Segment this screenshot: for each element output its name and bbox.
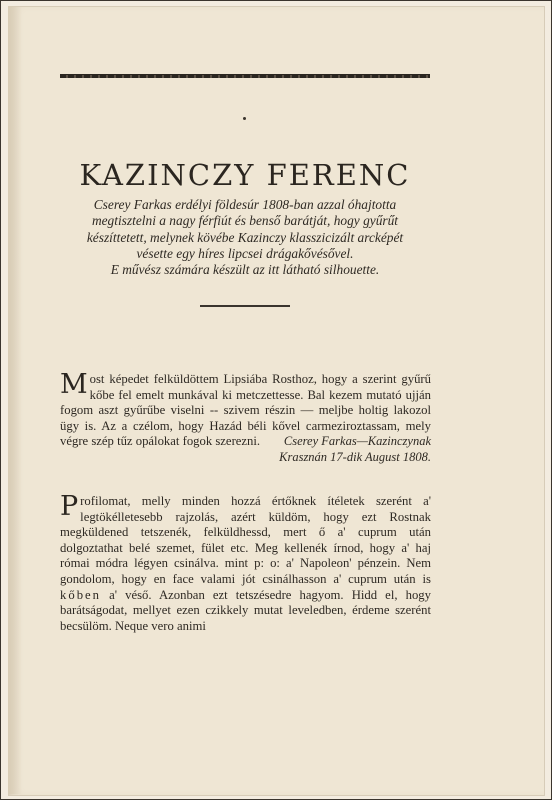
section-divider [200, 305, 290, 307]
letter-text: ost képedet felküldöttem Lipsiába Rosthoz, hogy a szerint gyűrű kőbe fel emelt munkával ki metczettesse. Bal kezem mutató ujján fogom aszt gyűrűbe viselni -- szivem részin — meljbe holtig lakozol ügy is. Az a czélom, hogy Hazád béli kővel carmeziroztassam, mely végre szép tűz opálokat fogok szerezni. [60, 372, 431, 449]
body-paragraph [60, 491, 431, 634]
ornament-dot [243, 117, 246, 120]
page-title: KAZINCZY FERENC [79, 158, 411, 192]
letter-signature [279, 434, 431, 465]
intro-caption: E művész számára készült az itt látható silhouette. [110, 262, 380, 278]
intro-text: Cserey Farkas erdélyi földesúr 1808-ban azzal óhajtotta megtisztelni a nagy férfiút és benső barátját, hogy gyűrűt készíttetett, melynek kövébe Kazinczy klasszicizált arcképét vésette egy híres lipcsei drágakővésővel. [86, 197, 404, 261]
signature-line-1: Cserey Farkas—Kazinczynak [283, 434, 431, 449]
body-text-part-1: rofilomat, melly minden hozzá értőknek ítéletek szerént a' legtökélletesebb rajzolás, azért küldöm, hogy ezt Rostnak megküldened tetszenék, felküldhessd, mert ő a' cuprum után dolgoztathat belé szemet, fület etc. Meg kellenék írnod, hogy a' haj római módra légyen csinálva. mint p: o: a' Napoleon' pénzein. Nem gondolom, hogy en face valami jót csinálhasson a' cuprum után is [60, 494, 431, 586]
signature-line-2: Krasznán 17-dik August 1808. [279, 449, 431, 464]
letter-quote [60, 369, 431, 466]
body-dropcap: P [60, 491, 79, 522]
body-text-part-2: a' véső. Azonban ezt tetszésedre hagyom. Hidd el, hogy barátságodat, mellyet ezen czikkely mutat leveledben, érdeme szerént becsülöm. Neque vero animi [60, 587, 431, 633]
decorative-top-rule [60, 74, 430, 78]
page-gutter-shadow [8, 6, 22, 794]
letter-dropcap: M [60, 369, 88, 400]
intro-paragraph [72, 197, 418, 278]
body-text-spaced: kőben [60, 587, 102, 602]
